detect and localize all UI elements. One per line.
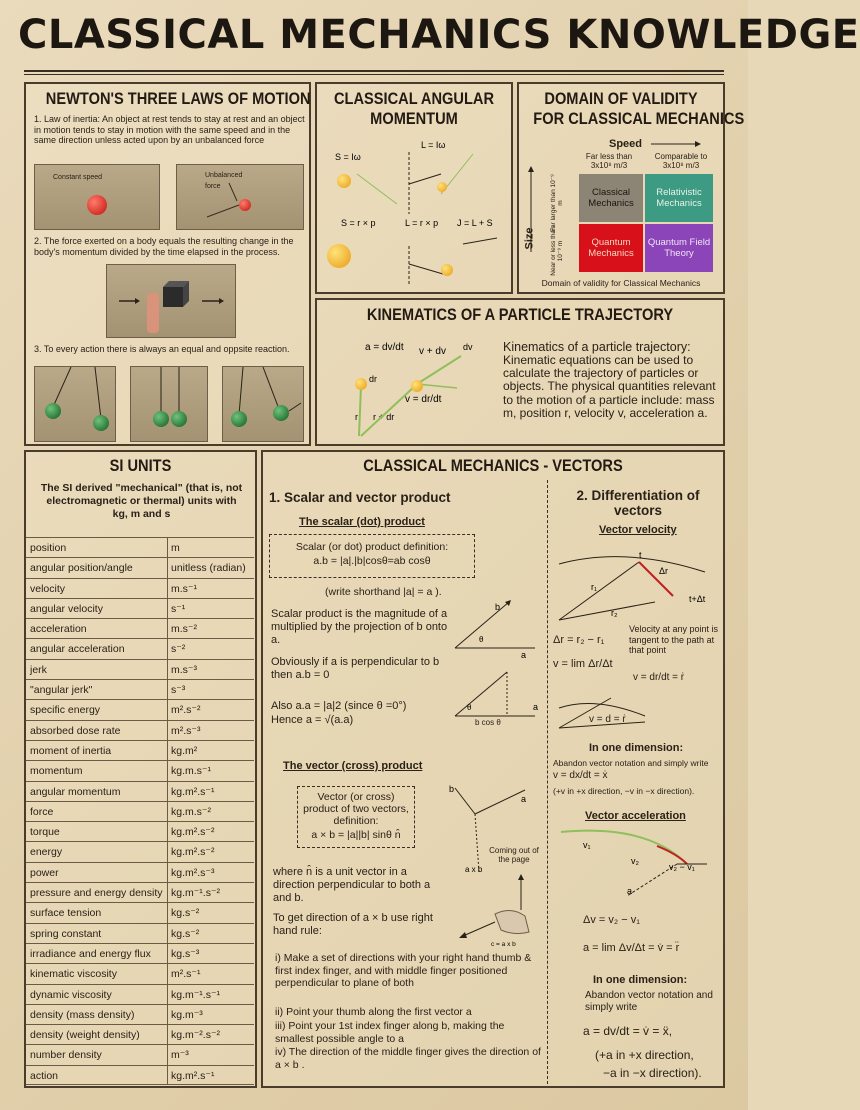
si-unit: kg.m².s⁻² bbox=[171, 826, 215, 839]
orbiting-ball-icon bbox=[437, 182, 447, 192]
si-quantity: momentum bbox=[26, 761, 168, 780]
constant-speed-photo bbox=[34, 164, 160, 230]
spinning-ball-icon bbox=[327, 244, 351, 268]
si-unit: kg.m.s⁻² bbox=[171, 805, 211, 818]
svg-text:v₂ − v₁: v₂ − v₁ bbox=[669, 862, 695, 872]
si-unit: s⁻¹ bbox=[171, 602, 186, 615]
velocity-subheading: Vector velocity bbox=[599, 524, 677, 536]
si-unit: m⁻³ bbox=[171, 1049, 189, 1062]
qft-cell: Quantum Field Theory bbox=[645, 224, 713, 272]
si-quantity: angular velocity bbox=[26, 599, 168, 618]
svg-text:t: t bbox=[639, 550, 642, 560]
svg-text:v₂: v₂ bbox=[631, 856, 639, 866]
si-table-row bbox=[26, 1044, 254, 1064]
si-quantity: density (mass density) bbox=[26, 1005, 168, 1024]
eq-l-iw: L = Iω bbox=[421, 140, 446, 150]
a-dx-eq: a = dv/dt = v̇ = ẍ, bbox=[583, 1024, 673, 1038]
svg-text:c = a x b: c = a x b bbox=[491, 941, 516, 948]
law3-text: 3. To every action there is always an equal and oppsite reaction. bbox=[34, 344, 290, 354]
rule-step-4: iv) The direction of the middle finger gives the direction of a × b . bbox=[275, 1046, 541, 1071]
one-dim-heading-2: In one dimension: bbox=[593, 974, 688, 986]
dr-label: dr bbox=[369, 374, 378, 384]
si-table-row bbox=[26, 598, 254, 618]
spinning-ball-icon bbox=[337, 174, 351, 188]
direction-text-2b: −a in −x direction). bbox=[603, 1066, 702, 1080]
red-ball-icon bbox=[87, 195, 107, 215]
si-unit: m².s⁻¹ bbox=[171, 968, 201, 981]
si-table-row bbox=[26, 699, 254, 719]
si-table-row bbox=[26, 618, 254, 638]
validity-title-1: DOMAIN OF VALIDITY bbox=[544, 89, 698, 108]
si-table-row bbox=[26, 821, 254, 841]
size-label: Size bbox=[523, 227, 536, 250]
relativistic-cell: Relativistic Mechanics bbox=[645, 174, 713, 222]
si-quantity: position bbox=[26, 538, 168, 557]
si-quantity: energy bbox=[26, 842, 168, 861]
si-unit: kg.s⁻² bbox=[171, 907, 200, 920]
kinematics-title: KINEMATICS OF A PARTICLE TRAJECTORY bbox=[366, 305, 674, 324]
si-quantity: dynamic viscosity bbox=[26, 985, 168, 1004]
si-unit: kg.m⁻¹.s⁻² bbox=[171, 887, 220, 900]
green-ball-icon bbox=[171, 411, 187, 427]
si-quantity: spring constant bbox=[26, 924, 168, 943]
validity-panel bbox=[517, 82, 745, 294]
si-unit: kg.s⁻² bbox=[171, 927, 200, 940]
bullet-aa-1: Also a.a = |a|2 (since θ =0°) bbox=[271, 700, 407, 712]
svg-text:b: b bbox=[449, 784, 455, 794]
si-quantity: power bbox=[26, 863, 168, 882]
svg-text:r₂: r₂ bbox=[611, 608, 618, 618]
si-unit: kg.m².s⁻² bbox=[171, 846, 215, 859]
svg-text:a: a bbox=[521, 794, 527, 804]
svg-text:θ: θ bbox=[467, 703, 472, 712]
law1-text: 1. Law of inertia: An object at rest tends to stay at rest and an object in motion tends to stay in motion with the same speed and in the same direction unless acted upon by an unbalanced force bbox=[34, 114, 305, 145]
si-quantity: torque bbox=[26, 822, 168, 841]
green-ball-icon bbox=[153, 411, 169, 427]
r-label: r bbox=[355, 412, 358, 422]
svg-text:r₁: r₁ bbox=[591, 582, 598, 592]
green-ball-icon bbox=[231, 411, 247, 427]
angular-momentum-diagram bbox=[317, 134, 513, 294]
si-quantity: number density bbox=[26, 1045, 168, 1064]
dot-product-diagram bbox=[451, 592, 541, 722]
quantum-cell: Quantum Mechanics bbox=[579, 224, 643, 272]
particle-icon bbox=[355, 378, 367, 390]
force-arrow-icon bbox=[177, 165, 305, 231]
svg-text:a: a bbox=[627, 886, 633, 896]
si-table-row bbox=[26, 1024, 254, 1044]
svg-text:a: a bbox=[533, 702, 539, 712]
si-unit: kg.m⁻².s⁻² bbox=[171, 1029, 220, 1042]
si-unit: m.s⁻² bbox=[171, 623, 197, 636]
law2-text: 2. The force exerted on a body equals the resulting change in the body's momentum divided by the time elapsed in the process. bbox=[34, 236, 294, 257]
si-unit: kg.m².s⁻¹ bbox=[171, 785, 215, 798]
si-quantity: action bbox=[26, 1066, 168, 1084]
svg-text:b: b bbox=[495, 602, 501, 612]
angular-panel bbox=[315, 82, 513, 294]
differentiation-heading: 2. Differentiation of vectors bbox=[576, 488, 700, 518]
red-ball-icon bbox=[239, 199, 251, 211]
si-unit: unitless (radian) bbox=[171, 562, 246, 575]
unbalanced-force-photo bbox=[176, 164, 304, 230]
validity-title-2: FOR CLASSICAL MECHANICS bbox=[533, 109, 745, 128]
si-unit: kg.m⁻³ bbox=[171, 1008, 203, 1021]
speed-label: Speed bbox=[609, 138, 643, 150]
pendulum-icon bbox=[131, 367, 209, 443]
si-quantity: jerk bbox=[26, 660, 168, 679]
si-quantity: "angular jerk" bbox=[26, 680, 168, 699]
particle-icon bbox=[411, 380, 423, 392]
si-table bbox=[26, 537, 254, 1085]
si-table-row bbox=[26, 638, 254, 658]
rule-step-3: iii) Point your 1st index finger along b, making the smallest possible angle to a bbox=[275, 1020, 505, 1045]
si-unit: kg.m² bbox=[171, 744, 198, 757]
classical-cell: Classical Mechanics bbox=[579, 174, 643, 222]
svg-text:a x b: a x b bbox=[465, 865, 483, 874]
si-table-row bbox=[26, 882, 254, 902]
svg-text:a: a bbox=[521, 650, 527, 660]
bullet-scalar-magnitude: Scalar product is the magnitude of a multiplied by the projection of b onto a. bbox=[271, 608, 448, 646]
abandon-text-2: Abandon vector notation and simply write bbox=[585, 990, 713, 1013]
orbiting-ball-icon bbox=[441, 264, 453, 276]
newton-panel bbox=[24, 82, 311, 446]
si-table-row bbox=[26, 943, 254, 963]
pendulum-photo-1 bbox=[34, 366, 116, 442]
si-table-row bbox=[26, 740, 254, 760]
si-table-row bbox=[26, 578, 254, 598]
vector-subheading: The vector (cross) product bbox=[283, 760, 423, 772]
si-quantity: angular acceleration bbox=[26, 639, 168, 658]
v-limit-eq: v = lim Δr/Δt bbox=[553, 658, 613, 670]
acceleration-diagram bbox=[557, 824, 717, 908]
abandon-text-1: Abandon vector notation and simply write bbox=[553, 758, 709, 768]
vector-def-line1: Vector (or cross) product of two vectors, definition: bbox=[303, 791, 409, 827]
si-unit: kg.m⁻¹.s⁻¹ bbox=[171, 988, 220, 1001]
svg-text:t+Δt: t+Δt bbox=[689, 594, 706, 604]
direction-text-2a: (+a in +x direction, bbox=[595, 1048, 694, 1062]
right-hand-icon bbox=[455, 874, 545, 948]
unbalanced-force-label: Unbalanced force bbox=[205, 172, 243, 190]
si-table-row bbox=[26, 984, 254, 1004]
eq-j-ls: J = L + S bbox=[457, 218, 493, 228]
si-unit: s⁻³ bbox=[171, 684, 186, 697]
far-larger-label: Far larger than 10⁻⁹ m bbox=[550, 174, 564, 232]
si-quantity: density (weight density) bbox=[26, 1025, 168, 1044]
si-unit: m.s⁻¹ bbox=[171, 582, 197, 595]
scalar-definition-box bbox=[269, 534, 475, 578]
si-quantity: pressure and energy density bbox=[26, 883, 168, 902]
direction-text-1: (+v in +x direction, −v in −x direction). bbox=[553, 786, 695, 796]
far-less-label: Far less than 3x10⁸ m/3 bbox=[585, 152, 633, 170]
pendulum-photo-3 bbox=[222, 366, 304, 442]
green-ball-icon bbox=[93, 415, 109, 431]
coming-out-label: Coming out of the page bbox=[489, 846, 539, 864]
delta-r-eq: Δr = r₂ − r₁ bbox=[553, 634, 605, 646]
title-divider bbox=[24, 70, 724, 75]
si-table-row bbox=[26, 801, 254, 821]
angular-title-2: MOMENTUM bbox=[370, 109, 458, 128]
si-table-row bbox=[26, 1065, 254, 1085]
v-eq: v = dr/dt bbox=[405, 394, 442, 405]
validity-caption: Domain of validity for Classical Mechanics bbox=[541, 278, 701, 288]
v-dv-label: v + dv bbox=[419, 346, 446, 357]
si-quantity: kinematic viscosity bbox=[26, 964, 168, 983]
box-push-icon bbox=[107, 265, 237, 339]
si-table-row bbox=[26, 862, 254, 882]
rule-step-2: ii) Point your thumb along the first vector a bbox=[275, 1006, 472, 1018]
kinematics-panel bbox=[315, 298, 725, 446]
pendulum-icon bbox=[223, 367, 305, 443]
si-table-row bbox=[26, 1004, 254, 1024]
scalar-def-line2: a.b = |a|.|b|cosθ=ab cosθ bbox=[313, 555, 431, 567]
vector-definition-box bbox=[297, 786, 415, 848]
right-hand-rule-text: To get direction of a × b use right hand rule: bbox=[273, 912, 433, 937]
v-dr-eq: v = dr/dt = ṙ bbox=[633, 672, 685, 683]
eq-l-rp: L = r × p bbox=[405, 218, 439, 228]
si-table-row bbox=[26, 557, 254, 577]
scalar-vector-heading: 1. Scalar and vector product bbox=[269, 490, 451, 505]
column-divider bbox=[547, 480, 548, 1084]
si-unit: kg.s⁻³ bbox=[171, 947, 200, 960]
constant-speed-label: Constant speed bbox=[53, 174, 103, 181]
rule-step-1: i) Make a set of directions with your right hand thumb & first index finger, and with middle finger positioned perpendicular to plane of both bbox=[275, 952, 532, 989]
page-title: CLASSICAL MECHANICS KNOWLEDGE bbox=[18, 12, 860, 58]
tangent-text: Velocity at any point is tangent to the path at that point bbox=[629, 624, 719, 655]
a-limit-eq: a = lim Δv/Δt = v̇ = r̈ bbox=[583, 942, 680, 954]
push-box-photo bbox=[106, 264, 236, 338]
pendulum-photo-2 bbox=[130, 366, 208, 442]
bullet-aa-2: Hence a = √(a.a) bbox=[271, 714, 354, 726]
eq-s-iw: S = Iω bbox=[335, 152, 361, 162]
angular-title-1: CLASSICAL ANGULAR bbox=[333, 89, 495, 108]
newton-title: NEWTON'S THREE LAWS OF MOTION bbox=[45, 89, 311, 108]
si-unit: kg.m.s⁻¹ bbox=[171, 765, 211, 778]
si-table-row bbox=[26, 902, 254, 922]
si-quantity: absorbed dose rate bbox=[26, 721, 168, 740]
svg-text:θ: θ bbox=[479, 635, 484, 644]
r-dr-label: r + dr bbox=[373, 412, 395, 422]
si-table-row bbox=[26, 720, 254, 740]
si-unit: s⁻² bbox=[171, 643, 186, 656]
si-quantity: velocity bbox=[26, 579, 168, 598]
a-eq: a = dv/dt bbox=[365, 342, 404, 353]
svg-text:v₁: v₁ bbox=[583, 840, 591, 850]
comparable-label: Comparable to 3x10⁸ m/3 bbox=[654, 152, 708, 170]
si-quantity: specific energy bbox=[26, 700, 168, 719]
one-dim-heading-1: In one dimension: bbox=[589, 742, 684, 754]
kinematics-heading: Kinematics of a particle trajectory: bbox=[503, 340, 691, 354]
si-quantity: force bbox=[26, 802, 168, 821]
si-table-row bbox=[26, 841, 254, 861]
v-dx-eq: v = dx/dt = ẋ bbox=[553, 770, 608, 781]
vectors-panel bbox=[261, 450, 725, 1088]
bcos-label: b cos θ bbox=[475, 718, 501, 727]
si-quantity: irradiance and energy flux bbox=[26, 944, 168, 963]
si-quantity: moment of inertia bbox=[26, 741, 168, 760]
si-table-row bbox=[26, 781, 254, 801]
si-subtitle: The SI derived "mechanical" (that is, not electromagnetic or thermal) units with kg, m and s bbox=[40, 482, 243, 520]
si-unit: kg.m².s⁻¹ bbox=[171, 1069, 215, 1082]
si-quantity: angular position/angle bbox=[26, 558, 168, 577]
green-ball-icon bbox=[45, 403, 61, 419]
si-unit: kg.m².s⁻³ bbox=[171, 866, 215, 879]
vector-def-line2: a × b = |a||b| sinθ n̂ bbox=[311, 829, 401, 841]
si-table-row bbox=[26, 679, 254, 699]
si-table-row bbox=[26, 659, 254, 679]
velocity-diagram bbox=[555, 542, 719, 628]
where-text: where n̂ is a unit vector in a direction perpendicular to both a and b. bbox=[273, 866, 431, 904]
green-ball-icon bbox=[273, 405, 289, 421]
bullet-perpendicular: Obviously if a is perpendicular to b then a.b = 0 bbox=[271, 656, 440, 681]
delta-v-eq: Δv = v₂ − v₁ bbox=[583, 914, 640, 926]
si-unit: m².s⁻³ bbox=[171, 724, 201, 737]
scalar-subheading: The scalar (dot) product bbox=[299, 516, 425, 528]
si-quantity: surface tension bbox=[26, 903, 168, 922]
eq-s-rp: S = r × p bbox=[341, 218, 376, 228]
si-unit: m².s⁻² bbox=[171, 704, 201, 717]
scalar-def-line1: Scalar (or dot) product definition: bbox=[295, 541, 449, 553]
si-title: SI UNITS bbox=[109, 456, 172, 475]
vectors-title: CLASSICAL MECHANICS - VECTORS bbox=[363, 456, 623, 475]
near-label: Near or less than 10⁻⁹ m bbox=[550, 226, 564, 276]
si-unit: m bbox=[171, 542, 180, 554]
si-quantity: angular momentum bbox=[26, 782, 168, 801]
svg-text:Δr: Δr bbox=[659, 566, 669, 576]
v-dot-eq: v = d = ṙ bbox=[589, 714, 626, 725]
si-table-row bbox=[26, 537, 254, 557]
si-quantity: acceleration bbox=[26, 619, 168, 638]
acceleration-subheading: Vector acceleration bbox=[585, 810, 686, 822]
si-table-row bbox=[26, 923, 254, 943]
kinematics-body: Kinematic equations can be used to calculate the trajectory of particles or objects. The physical quantities relevant to the motion of a particle include: mass m, position r, velocity v, acceleration a. bbox=[503, 353, 716, 420]
velocity-tangent-diagram bbox=[555, 688, 665, 734]
si-unit: m.s⁻³ bbox=[171, 663, 197, 676]
si-table-row bbox=[26, 760, 254, 780]
si-table-row bbox=[26, 963, 254, 983]
dv-label: dv bbox=[463, 342, 473, 352]
shorthand-text: (write shorthand |a| = a ). bbox=[325, 586, 442, 598]
